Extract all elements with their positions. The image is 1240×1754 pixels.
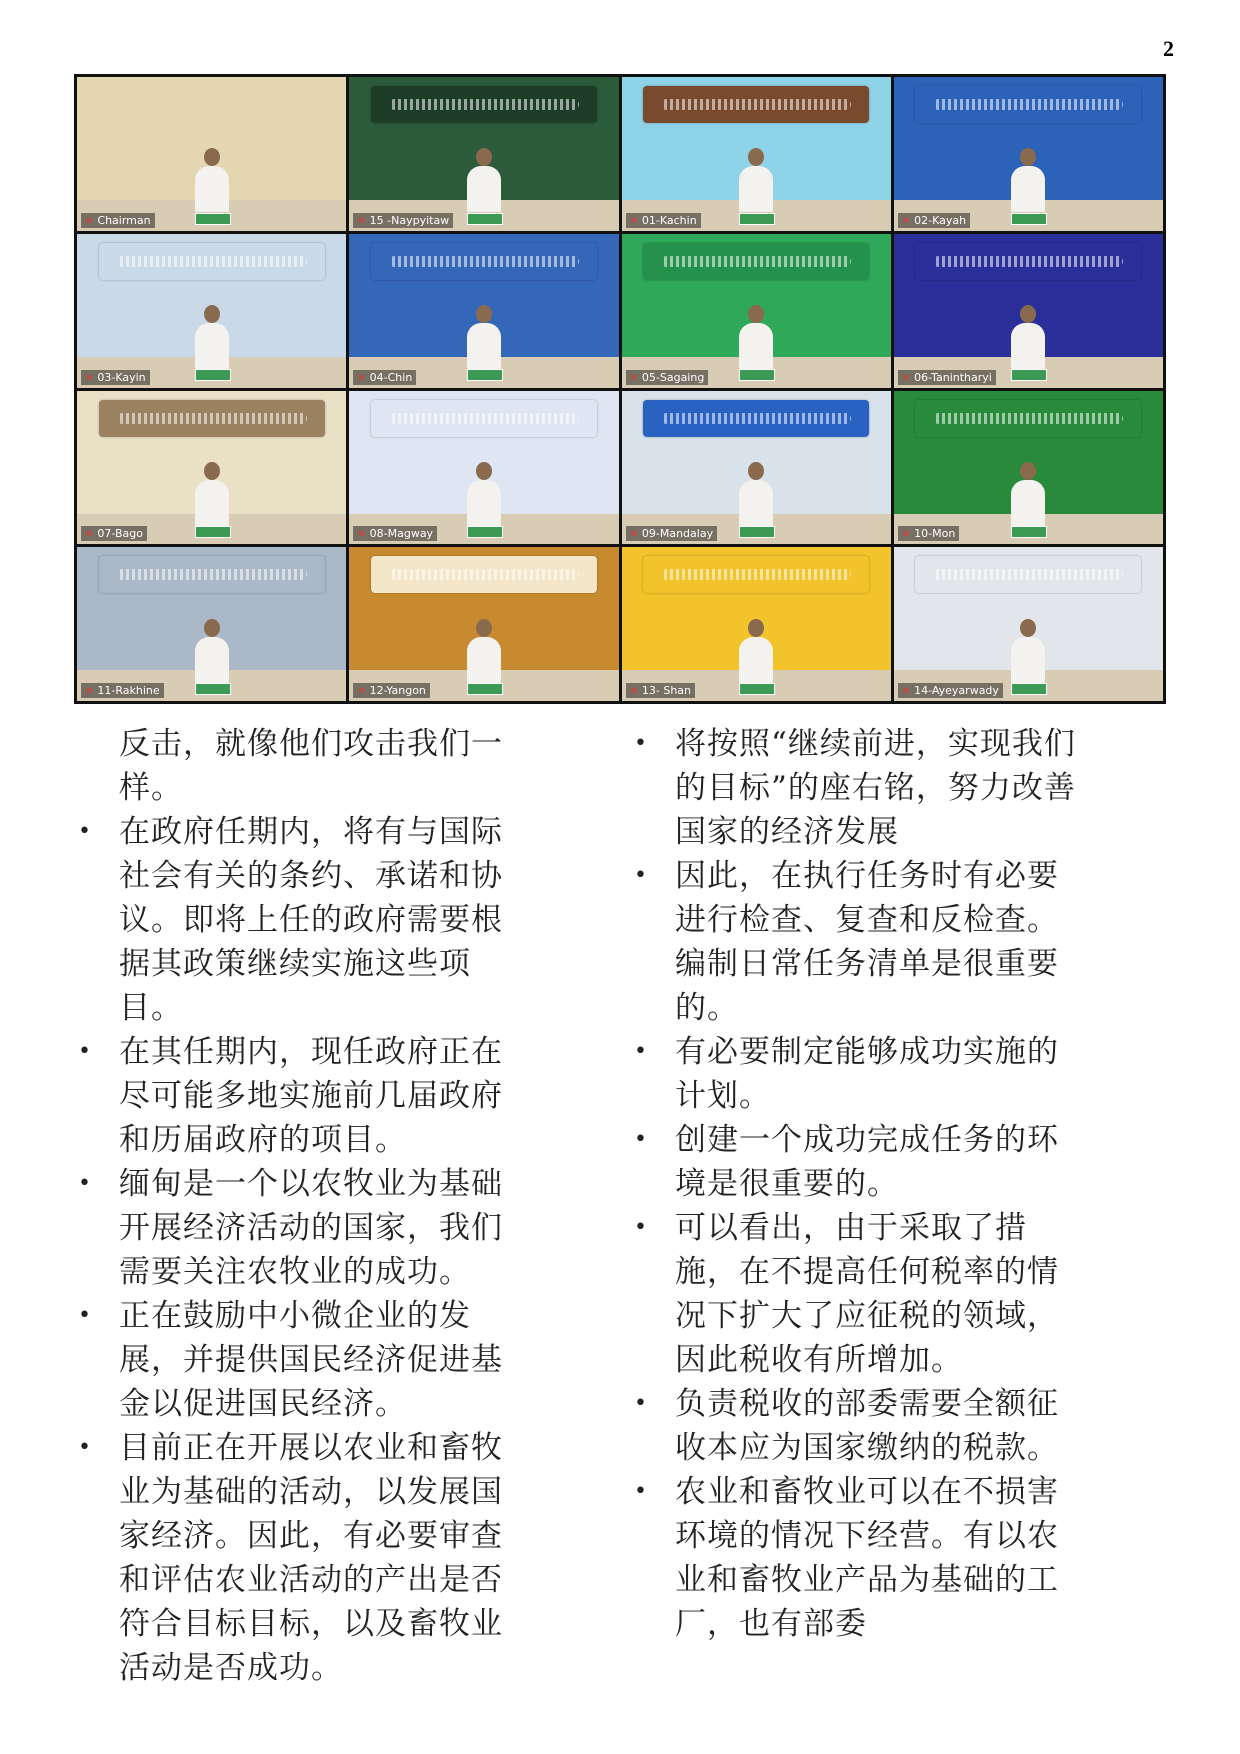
tile-caption: ✕ 15 -Naypyitaw xyxy=(353,213,453,228)
video-tile xyxy=(622,547,891,701)
tile-caption: ✕ 04-Chin xyxy=(353,370,416,385)
banner-lettering xyxy=(389,413,579,424)
bullet-item xyxy=(630,854,1090,1030)
bullet-item xyxy=(630,1382,1090,1470)
tile-caption: ✕ 03-Kayin xyxy=(81,370,150,385)
tile-caption: ✕ 11-Rakhine xyxy=(81,683,164,698)
bullet-icon: • xyxy=(634,1391,648,1416)
backdrop-banner xyxy=(99,243,325,280)
tile-caption: ✕ 08-Magway xyxy=(353,526,437,541)
bullet-icon: • xyxy=(634,1479,648,1504)
participant-figure xyxy=(467,166,501,212)
tile-caption: ✕ 01-Kachin xyxy=(626,213,701,228)
backdrop-banner xyxy=(915,556,1141,593)
video-tile xyxy=(77,77,346,231)
video-tile xyxy=(622,391,891,545)
backdrop-banner xyxy=(643,243,869,280)
continued-paragraph xyxy=(74,722,534,810)
banner-lettering xyxy=(933,256,1123,267)
video-tile xyxy=(622,234,891,388)
video-tile xyxy=(77,391,346,545)
banner-lettering xyxy=(661,569,851,580)
left-column xyxy=(74,722,534,1690)
backdrop-banner xyxy=(371,556,597,593)
tile-caption: ✕ 05-Sagaing xyxy=(626,370,709,385)
tile-caption: ✕ 02-Kayah xyxy=(898,213,970,228)
name-plate xyxy=(467,526,503,538)
video-tile xyxy=(894,234,1163,388)
bullet-text: 可以看出，由于采取了措施，在不提高任何税率的情况下扩大了应征税的领域，因此税收有所增加。 xyxy=(675,1210,1059,1378)
backdrop-banner xyxy=(915,243,1141,280)
participant-figure xyxy=(467,323,501,369)
participant-figure xyxy=(467,480,501,526)
backdrop-banner xyxy=(371,86,597,123)
banner-lettering xyxy=(933,413,1123,424)
bullet-item xyxy=(630,1470,1090,1646)
banner-lettering xyxy=(389,99,579,110)
banner-lettering xyxy=(661,413,851,424)
banner-lettering xyxy=(117,256,307,267)
participant-figure xyxy=(1011,323,1045,369)
bullet-item xyxy=(74,1030,534,1162)
bullet-item xyxy=(630,1030,1090,1118)
backdrop-banner xyxy=(915,86,1141,123)
participant-figure xyxy=(1011,480,1045,526)
tile-caption: ✕ 14-Ayeyarwady xyxy=(898,683,1003,698)
name-plate xyxy=(1011,213,1047,225)
banner-lettering xyxy=(933,99,1123,110)
bullet-icon: • xyxy=(78,1303,92,1328)
participant-figure xyxy=(195,480,229,526)
tile-caption: ✕ Chairman xyxy=(81,213,155,228)
bullet-icon: • xyxy=(634,1039,648,1064)
video-tile xyxy=(349,77,618,231)
video-tile xyxy=(349,547,618,701)
participant-figure xyxy=(1011,637,1045,683)
backdrop-banner xyxy=(643,556,869,593)
bullet-text: 在其任期内，现任政府正在尽可能多地实施前几届政府和历届政府的项目。 xyxy=(119,1034,503,1158)
participant-figure xyxy=(739,166,773,212)
tile-caption: ✕ 12-Yangon xyxy=(353,683,430,698)
bullet-icon: • xyxy=(634,1215,648,1240)
bullet-text: 有必要制定能够成功实施的计划。 xyxy=(675,1034,1059,1114)
bullet-icon: • xyxy=(78,1039,92,1064)
bullet-icon: • xyxy=(78,819,92,844)
participant-figure xyxy=(739,480,773,526)
participant-figure xyxy=(739,323,773,369)
tile-caption: ✕ 06-Tanintharyi xyxy=(898,370,996,385)
backdrop-banner xyxy=(643,400,869,437)
right-column xyxy=(630,722,1090,1646)
name-plate xyxy=(739,369,775,381)
tile-caption: ✕ 07-Bago xyxy=(81,526,147,541)
bullet-text: 正在鼓励中小微企业的发展，并提供国民经济促进基金以促进国民经济。 xyxy=(119,1298,503,1422)
bullet-item xyxy=(74,810,534,1030)
bullet-text: 缅甸是一个以农牧业为基础开展经济活动的国家，我们需要关注农牧业的成功。 xyxy=(119,1166,503,1290)
video-tile xyxy=(894,391,1163,545)
banner-lettering xyxy=(117,413,307,424)
bullet-text: 将按照“继续前进，实现我们的目标”的座右铭，努力改善国家的经济发展 xyxy=(675,726,1076,850)
bullet-item xyxy=(74,1162,534,1294)
page-number: 2 xyxy=(1163,36,1174,61)
participant-figure xyxy=(467,637,501,683)
participant-figure xyxy=(195,323,229,369)
name-plate xyxy=(739,526,775,538)
tile-caption: ✕ 10-Mon xyxy=(898,526,960,541)
name-plate xyxy=(1011,526,1047,538)
participant-figure xyxy=(1011,166,1045,212)
bullet-item xyxy=(74,1294,534,1426)
name-plate xyxy=(1011,683,1047,695)
backdrop-banner xyxy=(99,400,325,437)
bullet-icon: • xyxy=(78,1435,92,1460)
bullet-icon: • xyxy=(634,731,648,756)
backdrop-banner xyxy=(371,400,597,437)
bullet-text: 农业和畜牧业可以在不损害环境的情况下经营。有以农业和畜牧业产品为基础的工厂，也有部委 xyxy=(675,1474,1059,1642)
video-tile xyxy=(349,391,618,545)
banner-lettering xyxy=(389,569,579,580)
name-plate xyxy=(195,683,231,695)
backdrop-banner xyxy=(643,86,869,123)
tile-caption: ✕ 13- Shan xyxy=(626,683,696,698)
banner-lettering xyxy=(933,569,1123,580)
video-tile xyxy=(894,547,1163,701)
banner-lettering xyxy=(661,99,851,110)
bullet-text: 因此，在执行任务时有必要进行检查、复查和反检查。编制日常任务清单是很重要的。 xyxy=(675,858,1059,1026)
name-plate xyxy=(467,369,503,381)
bullet-item xyxy=(74,1426,534,1690)
backdrop-banner xyxy=(371,243,597,280)
participant-figure xyxy=(195,166,229,212)
bullet-text: 在政府任期内，将有与国际社会有关的条约、承诺和协议。即将上任的政府需要根据其政策继续实施这些项目。 xyxy=(119,814,503,1026)
video-tile xyxy=(894,77,1163,231)
bullet-icon: • xyxy=(78,1171,92,1196)
bullet-icon: • xyxy=(634,863,648,888)
tile-caption: ✕ 09-Mandalay xyxy=(626,526,718,541)
video-tile xyxy=(77,234,346,388)
bullet-text: 创建一个成功完成任务的环境是很重要的。 xyxy=(675,1122,1059,1202)
name-plate xyxy=(739,683,775,695)
video-tile xyxy=(77,547,346,701)
name-plate xyxy=(1011,369,1047,381)
backdrop-banner xyxy=(915,400,1141,437)
video-tile xyxy=(349,234,618,388)
bullet-item xyxy=(630,1206,1090,1382)
participant-figure xyxy=(195,637,229,683)
bullet-item xyxy=(630,1118,1090,1206)
name-plate xyxy=(467,683,503,695)
name-plate xyxy=(195,213,231,225)
bullet-text: 负责税收的部委需要全额征收本应为国家缴纳的税款。 xyxy=(675,1386,1059,1466)
bullet-icon: • xyxy=(634,1127,648,1152)
banner-lettering xyxy=(661,256,851,267)
video-tile xyxy=(622,77,891,231)
participant-figure xyxy=(739,637,773,683)
bullet-text: 反击，就像他们攻击我们一样。 xyxy=(119,726,503,806)
banner-lettering xyxy=(389,256,579,267)
name-plate xyxy=(739,213,775,225)
name-plate xyxy=(467,213,503,225)
banner-lettering xyxy=(117,569,307,580)
video-conference-photo xyxy=(74,74,1166,704)
bullet-text: 目前正在开展以农业和畜牧业为基础的活动，以发展国家经济。因此，有必要审查和评估农业活动的产出是否符合目标目标，以及畜牧业活动是否成功。 xyxy=(119,1430,503,1686)
name-plate xyxy=(195,369,231,381)
backdrop-banner xyxy=(99,556,325,593)
name-plate xyxy=(195,526,231,538)
bullet-item xyxy=(630,722,1090,854)
